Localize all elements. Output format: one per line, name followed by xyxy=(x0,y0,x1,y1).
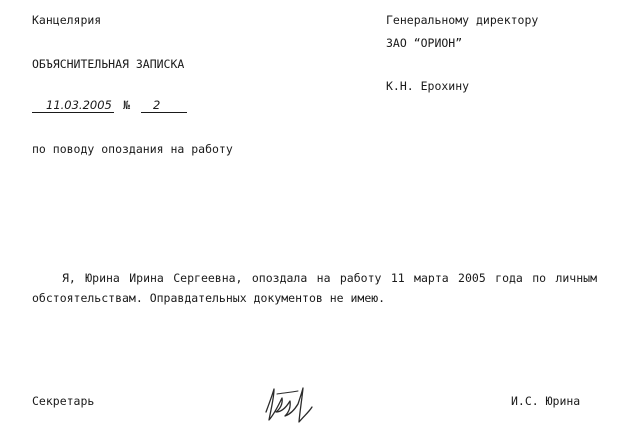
recipient-title-line1: Генеральному директору xyxy=(386,13,539,27)
date-underline xyxy=(32,112,114,113)
signer-position: Секретарь xyxy=(32,394,95,408)
recipient-title-line2: ЗАО “ОРИОН” xyxy=(386,36,463,50)
signer-name: И.С. Юрина xyxy=(511,394,581,408)
document-subject: по поводу опоздания на работу xyxy=(32,142,233,156)
department-label: Канцелярия xyxy=(32,13,102,27)
number-sign: № xyxy=(123,98,130,112)
document-title: ОБЪЯСНИТЕЛЬНАЯ ЗАПИСКА xyxy=(32,57,185,71)
handwritten-signature xyxy=(262,382,320,426)
number-underline xyxy=(141,112,187,113)
document-date: 11.03.2005 xyxy=(46,98,112,112)
document-number: 2 xyxy=(153,98,161,112)
recipient-name: К.Н. Ерохину xyxy=(386,79,470,93)
document-body: Я, Юрина Ирина Сергеевна, опоздала на работу 11 марта 2005 года по личным обстоятельствам. Оправдательных документов не имею. xyxy=(32,271,597,305)
